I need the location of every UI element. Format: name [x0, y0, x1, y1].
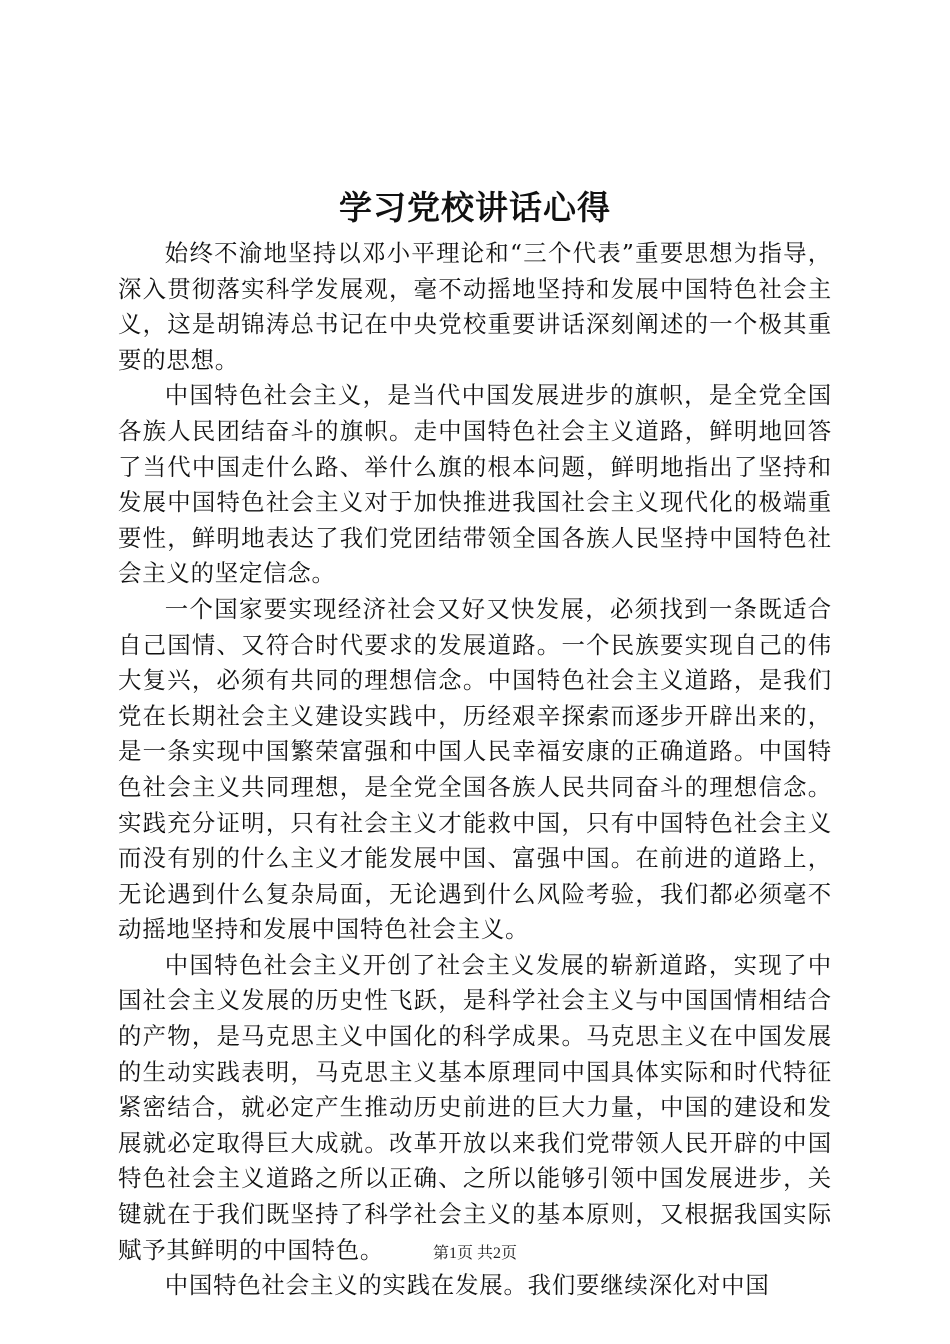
paragraph: 中国特色社会主义开创了社会主义发展的崭新道路，实现了中国社会主义发展的历史性飞跃，是科学社会主义与中国国情相结合的产物，是马克思主义中国化的科学成果。马克思主义在中国发展的生动实践表明，马克思主义基本原理同中国具体实际和时代特征紧密结合，就必定产生推动历史前进的巨大力量，中国的建设和发展就必定取得巨大成就。改革开放以来我们党带领人民开辟的中国特色社会主义道路之所以正确、之所以能够引领中国发展进步，关键就在于我们既坚持了科学社会主义的基本原则，又根据我国实际赋予其鲜明的中国特色。 [118, 950, 832, 1264]
paragraph: 中国特色社会主义，是当代中国发展进步的旗帜，是全党全国各族人民团结奋斗的旗帜。走中国特色社会主义道路，鲜明地回答了当代中国走什么路、举什么旗的根本问题，鲜明地指出了坚持和发展中国特色社会主义对于加快推进我国社会主义现代化的极端重要性，鲜明地表达了我们党团结带领全国各族人民坚持中国特色社会主义的坚定信念。 [118, 381, 832, 588]
paragraph: 始终不渝地坚持以邓小平理论和“三个代表”重要思想为指导，深入贯彻落实科学发展观，毫不动摇地坚持和发展中国特色社会主义，这是胡锦涛总书记在中央党校重要讲话深刻阐述的一个极其重要的思想。 [118, 239, 832, 374]
document-title: 学习党校讲话心得 [339, 188, 611, 227]
paragraph: 中国特色社会主义的实践在发展。我们要继续深化对中国 [164, 1271, 770, 1300]
paragraph: 一个国家要实现经济社会又好又快发展，必须找到一条既适合自己国情、又符合时代要求的发展道路。一个民族要实现自己的伟大复兴，必须有共同的理想信念。中国特色社会主义道路，是我们党在长期社会主义建设实践中，历经艰辛探索而逐步开辟出来的，是一条实现中国繁荣富强和中国人民幸福安康的正确道路。中国特色社会主义共同理想，是全党全国各族人民共同奋斗的理想信念。实践充分证明，只有社会主义才能救中国，只有中国特色社会主义而没有别的什么主义才能发展中国、富强中国。在前进的道路上，无论遇到什么复杂局面，无论遇到什么风险考验，我们都必须毫不动摇地坚持和发展中国特色社会主义。 [118, 594, 832, 944]
page-number-footer: 第1页 共2页 [432, 1245, 517, 1262]
document-body [118, 236, 832, 1304]
